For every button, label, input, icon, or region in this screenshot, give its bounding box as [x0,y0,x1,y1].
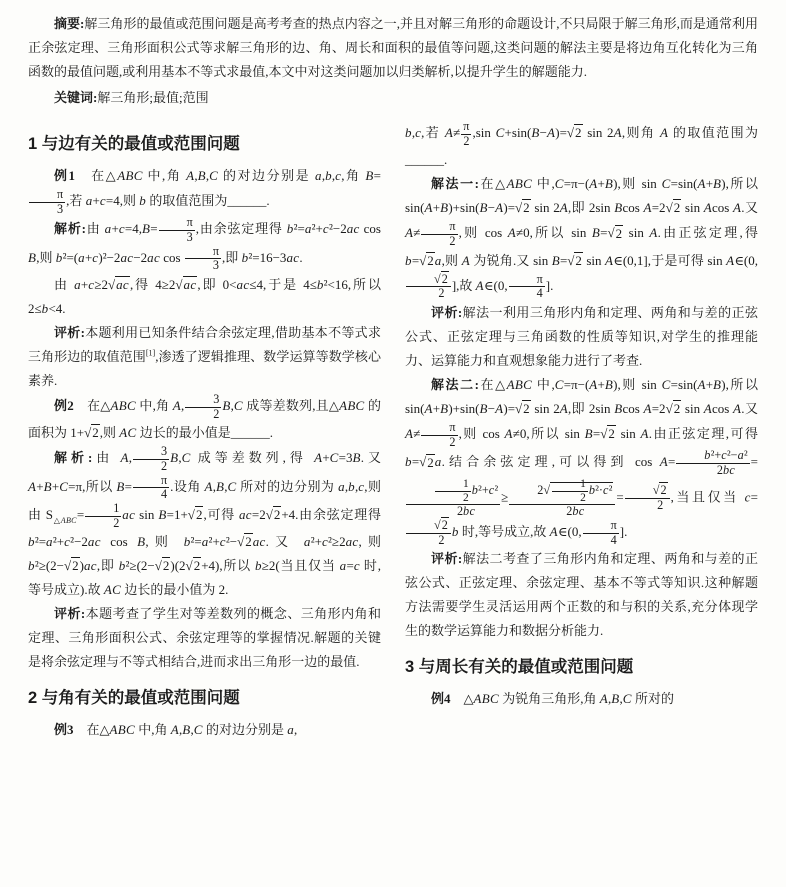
abstract-paragraph [28,12,758,84]
keywords-text: 解三角形;最值;范围 [97,90,209,105]
comment-2: 评析:本题考查了学生对等差数列的概念、三角形内角和定理、三角形面积公式、余弦定理等的掌握情况.解题的关键是将余弦定理与不等式相结合,进而求出三角形一边的最值. [28,606,381,670]
section-3-heading: 3 与周长有关的最值或范围问题 [405,658,634,677]
keywords-paragraph [28,86,758,110]
analysis-1: 解析:由 a+c=4,B= $\frac{\pi}{3}$ ,由余弦定理得 b²=a²+c²−2ac cos B,则 b²=(a+c)²−2ac−2ac cos $\frac{\pi}{3}$ ,即 b²=16−3ac. [28,215,381,273]
right-column [405,120,758,742]
comment-1: 评析:本题利用已知条件结合余弦定理,借助基本不等式求三角形边的取值范围[1],渗透了逻辑推理、数学运算等数学核心素养. [28,325,381,389]
abstract-label: 摘要: [54,16,85,31]
example-2: 例2 在△ABC 中,角 A, $\frac{3}{2}$ B,C 成等差数列,且△ABC 的面积为 1+√2,则 AC 边长的最小值是______. [28,392,381,441]
example-3-start: 例3 在△ABC 中,角 A,B,C 的对边分别是 a, [54,722,298,738]
keywords-label: 关键词: [54,90,98,105]
example-4-start: 例4 △ABC 为锐角三角形,角 A,B,C 所对的 [431,691,674,707]
solution-1: 解法一:在△ABC 中,C=π−(A+B),则 sin C=sin(A+B),所以 sin(A+B)+sin(B−A)=√2 sin 2A,即 2sin Bcos A=2√2 sin Acos A.又 A≠ $\frac{\pi}{2}$ ,则 cos A≠0,所以 sin B=√2 sin A.由正弦定理,得 b=√2a,则 A 为锐角.又 sin B=√2 sin A∈(0,1],于是可得 sin A∈(0, $\frac{√2}{2}$ ],故 A∈(0, $\frac{\pi}{4}$ ]. [405,176,759,301]
analysis-1-step: 由 a+c≥2√ac,得 4≥2√ac,即 0<ac≤4,于是 4≤b²<16,所以 2≤b<4. [28,277,381,317]
abstract-block [28,12,758,110]
analysis-2: 解析:由 A, $\frac{3}{2}$ B,C 成等差数列,得 A+C=3B.又 A+B+C=π,所以 B= $\frac{\pi}{4}$ .设角 A,B,C 所对的边分别为 a,b,c,则由 $S_{\triangle ABC}=$ $\frac{1}{2}$ ac sin B=1+√2,可得 ac=2√2+4.由余弦定理得 b²=a²+c²−2ac cos B,则 b²=a²+c²−√2ac.又 a²+c²≥2ac,则 b²≥(2−√2)ac,即 b²≥(2−√2)(2√2+4),所以 b≥2(当且仅当 a=c 时,等号成立).故 AC 边长的最小值为 2. [28,444,381,598]
example-1: 例1 在△ABC 中,角 A,B,C 的对边分别是 a,b,c,角 B= $\frac{\pi}{3}$ ,若 a+c=4,则 b 的取值范围为______. [28,164,381,216]
left-column [28,120,381,742]
abstract-text: 解三角形的最值或范围问题是高考考查的热点内容之一,并且对解三角形的命题设计,不只局限于解三角形,而是通常利用正余弦定理、三角形面积公式等求解三角形的边、角、周长和面积的最值等问题,这类问题的解法主要是将边角互化转化为三角函数的最值问题,或利用基本不等式求最值,本文中对这类问题加以归类解析,以提升学生的解题能力. [28,16,758,79]
two-column-body [28,120,758,742]
comment-solution-1: 评析:解法一利用三角形内角和定理、两角和与差的正弦公式、正弦定理与三角函数的性质等知识,对学生的推理能力、运算能力和直观想象能力进行了考查. [405,305,758,369]
comment-solution-2: 评析:解法二考查了三角形内角和定理、两角和与差的正弦公式、正弦定理、余弦定理、基本不等式等知识.这种解题方法需要学生灵活运用两个正数的和与积的关系,充分体现学生的数学运算能力和数据分析能力. [405,551,758,639]
section-2-heading: 2 与角有关的最值或范围问题 [28,689,240,708]
section-1-heading: 1 与边有关的最值或范围问题 [28,135,240,153]
solution-2: 解法二:在△ABC 中,C=π−(A+B),则 sin C=sin(A+B),所以 sin(A+B)+sin(B−A)=√2 sin 2A,即 2sin Bcos A=2√2 sin Acos A.又 A≠ $\frac{\pi}{2}$ ,则 cos A≠0,所以 sin B=√2 sin A.由正弦定理,可得 b=√2a.结合余弦定理,可以得到 cos A= $\frac{\text{b²+c²−a²}}{2bc}$ = $\frac{1}{2}$ b²+c² 2bc ≥ 2√ $\frac{1}{2}$ b²·c² 2bc = $\frac{√2}{2}$ ,当且仅当 c= $\frac{√2}{2}$ b 时,等号成立,故 A∈(0, $\frac{\pi}{4}$ ]. [405,377,758,547]
example-3-continued: b,c,若 A≠ $\frac{\pi}{2}$ ,sin C+sin(B−A)=√2 sin 2A,则角 A 的取值范围为______. [405,119,758,168]
